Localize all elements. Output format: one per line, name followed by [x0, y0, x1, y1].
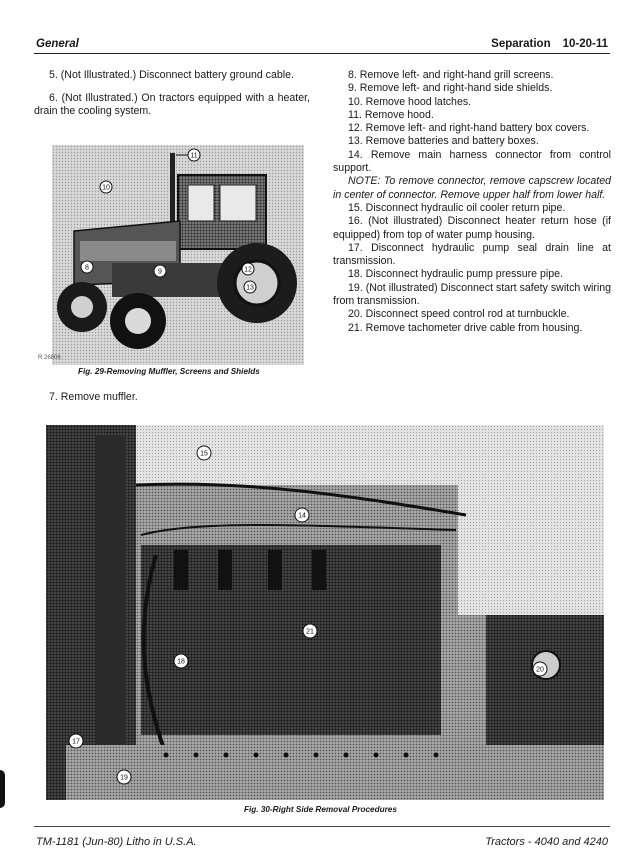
- step-13: 13. Remove batteries and battery boxes.: [348, 135, 539, 148]
- fig30-callout-14: 14: [298, 512, 306, 520]
- fig29-callout-12: 12: [244, 266, 252, 274]
- step-8: 8. Remove left- and right-hand grill screens.: [348, 69, 554, 81]
- header-code: 10-20-11: [562, 38, 608, 50]
- step-5: 5. (Not Illustrated.) Disconnect battery ground cable.: [49, 69, 294, 81]
- step-21: 21. Remove tachometer drive cable from housing.: [348, 321, 583, 334]
- connector-note: NOTE: To remove connector, remove capscrew located in center of connector. Remove upper half from lower half.: [333, 175, 611, 201]
- right-column: [333, 69, 611, 335]
- step-7: 7. Remove muffler.: [49, 391, 138, 403]
- figure-30-caption: Fig. 30-Right Side Removal Procedures: [244, 805, 397, 814]
- figure-29-id: R 26806: [38, 355, 61, 361]
- header-rule: [34, 53, 610, 54]
- fig30-callout-18: 18: [177, 658, 185, 666]
- page-header-section: General: [36, 38, 79, 50]
- step-6: 6. (Not Illustrated.) On tractors equipped with a heater, drain the cooling system.: [34, 92, 310, 117]
- footer-product: Tractors - 4040 and 4240: [485, 836, 608, 848]
- binding-edge-mark: [0, 770, 5, 808]
- footer-rule: [34, 826, 610, 827]
- header-title-text: Separation: [491, 38, 551, 50]
- step-18: 18. Disconnect hydraulic pump pressure pipe.: [348, 268, 563, 281]
- step-10: 10. Remove hood latches.: [348, 95, 472, 108]
- page-header-title: [491, 38, 608, 50]
- figure-29-caption: Fig. 29-Removing Muffler, Screens and Shields: [78, 367, 260, 376]
- fig29-callout-8: 8: [85, 264, 89, 272]
- step-14: 14. Remove main harness connector from control support.: [333, 148, 611, 175]
- step-15: 15. Disconnect hydraulic oil cooler return pipe.: [348, 201, 566, 214]
- fig30-callout-15: 15: [200, 450, 208, 458]
- fig29-callout-13: 13: [246, 284, 254, 292]
- footer-document-id: TM-1181 (Jun-80) Litho in U.S.A.: [36, 836, 197, 848]
- fig29-callout-9: 9: [158, 268, 162, 276]
- step-19: 19. (Not illustrated) Disconnect start safety switch wiring from transmission.: [333, 281, 611, 308]
- figure-29-tractor-photo: [52, 145, 304, 365]
- figure-30-engine-photo: [46, 425, 604, 800]
- step-11: 11. Remove hood.: [348, 108, 434, 121]
- fig29-callout-11: 11: [190, 152, 198, 160]
- step-9: 9. Remove left- and right-hand side shields.: [348, 82, 553, 95]
- left-column: [34, 69, 310, 118]
- step-12: 12. Remove left- and right-hand battery box covers.: [348, 122, 590, 135]
- step-20: 20. Disconnect speed control rod at turnbuckle.: [348, 308, 570, 321]
- fig30-callout-19: 19: [120, 774, 128, 782]
- fig30-callout-21: 21: [306, 628, 314, 636]
- step-16: 16. (Not illustrated) Disconnect heater return hose (if equipped) from top of water pump housing.: [333, 215, 611, 241]
- fig30-callout-17: 17: [72, 738, 80, 746]
- fig30-callout-20: 20: [536, 666, 544, 674]
- step-17: 17. Disconnect hydraulic pump seal drain line at transmission.: [333, 241, 611, 268]
- fig29-callout-10: 10: [102, 184, 110, 192]
